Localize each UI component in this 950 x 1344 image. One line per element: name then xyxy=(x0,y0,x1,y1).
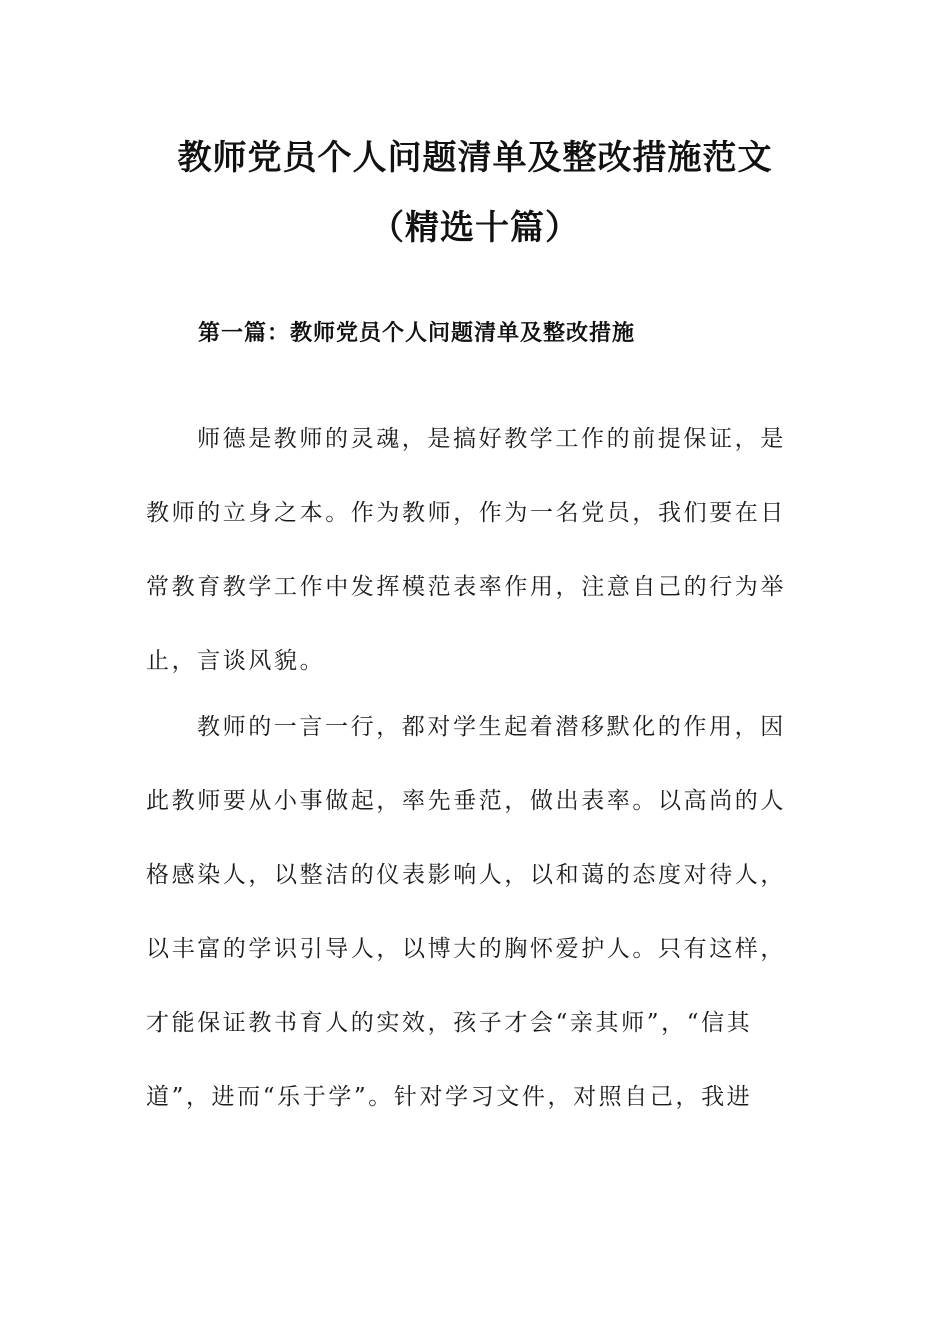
paragraph-line: 教师的立身之本。作为教师，作为一名党员，我们要在日 xyxy=(146,500,786,526)
document-subtitle: （精选十篇） xyxy=(370,208,580,248)
paragraph-line: 以丰富的学识引导人，以博大的胸怀爱护人。只有这样， xyxy=(146,936,786,962)
section-heading: 第一篇：教师党员个人问题清单及整改措施 xyxy=(198,321,636,346)
paragraph-line: 师德是教师的灵魂，是搞好教学工作的前提保证，是 xyxy=(197,426,786,452)
paragraph-line: 此教师要从小事做起，率先垂范，做出表率。以高尚的人 xyxy=(146,788,786,814)
paragraph-line: 才能保证教书育人的实效，孩子才会“亲其师”，“信其 xyxy=(146,1010,753,1036)
paragraph-line: 常教育教学工作中发挥模范表率作用，注意自己的行为举 xyxy=(146,574,786,600)
paragraph-line: 止，言谈风貌。 xyxy=(146,648,326,674)
paragraph-line: 格感染人，以整洁的仪表影响人，以和蔼的态度对待人， xyxy=(146,862,786,888)
paragraph-line: 道”，进而“乐于学”。针对学习文件，对照自己，我进 xyxy=(146,1084,753,1110)
paragraph-line: 教师的一言一行，都对学生起着潜移默化的作用，因 xyxy=(197,714,786,740)
document-title: 教师党员个人问题清单及整改措施范文 xyxy=(177,138,773,178)
